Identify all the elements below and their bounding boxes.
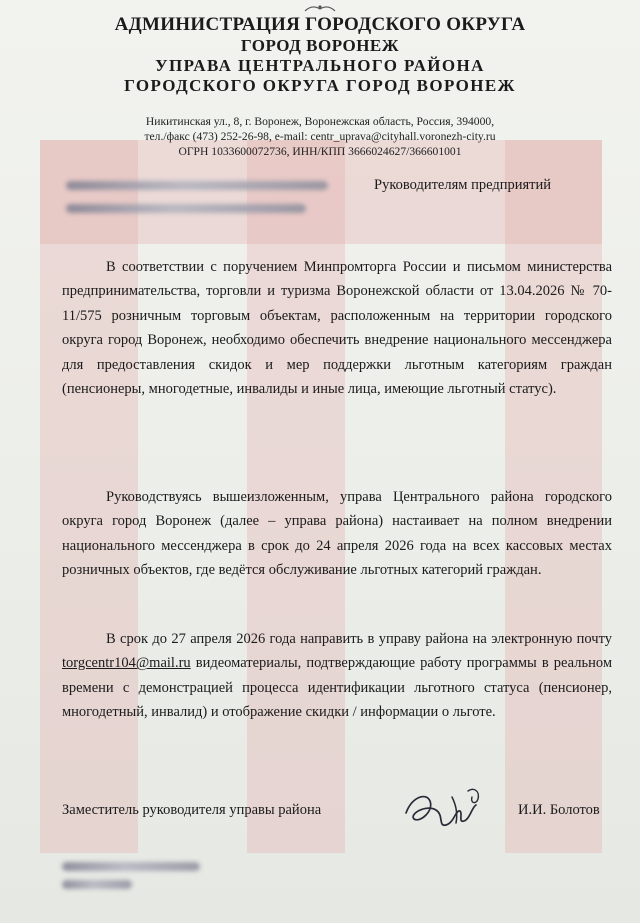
header-line-4: ГОРОДСКОГО ОКРУГА ГОРОД ВОРОНЕЖ (124, 76, 516, 95)
redacted-reference (66, 204, 306, 213)
coat-of-arms-icon (303, 3, 337, 13)
header-line-3: УПРАВА ЦЕНТРАЛЬНОГО РАЙОНА (155, 56, 485, 75)
redacted-date-number (66, 181, 328, 190)
paragraph-3-text (62, 627, 612, 725)
redacted-executor (62, 862, 200, 871)
signatory-title: Заместитель руководителя управы района (62, 802, 322, 818)
paragraph-1 (62, 255, 612, 401)
address-line-3: ОГРН 1033600072736, ИНН/КПП 3666024627/366601001 (178, 145, 462, 158)
header-line-2: ГОРОД ВОРОНЕЖ (240, 36, 400, 55)
paragraph-3-start: В срок до 27 апреля 2026 года направить в управу района на электронную почту (106, 631, 612, 647)
paragraph-3-end: видеоматериалы, подтверждающие работу программы в реальном времени с демонстрацией процесса идентификации льготного статуса (пенсионер, многодетный, инвалид) и отображение скидки / информации о льготе. (62, 655, 612, 721)
paragraph-2 (62, 485, 612, 583)
email-link[interactable]: torgcentr104@mail.ru (62, 655, 191, 672)
address-line-1: Никитинская ул., 8, г. Воронеж, Воронежская область, Россия, 394000, (145, 115, 495, 128)
header-line-1: АДМИНИСТРАЦИЯ ГОРОДСКОГО ОКРУГА (114, 14, 526, 35)
redacted-phone (62, 880, 132, 889)
signatory-name: И.И. Болотов (518, 802, 600, 818)
paragraph-2-text: Руководствуясь вышеизложенным, управа Центрального района городского округа город Воронеж (далее – управа района) настаивает на полном внедрении национального мессенджера в срок до 24 апреля 2026 года на всех кассовых местах розничных объектов, где ведётся обслуживание льготных категорий граждан. (62, 489, 612, 579)
recipient: Руководителям предприятий (374, 177, 551, 193)
address-line-2: тел./факс (473) 252-26-98, e-mail: centr_uprava@cityhall.voronezh-city.ru (144, 130, 496, 143)
paragraph-1-text: В соответствии с поручением Минпромторга России и письмом министерства предпринимательства, торговли и туризма Воронежской области от 13.04.2026 № 70-11/575 розничным торговым объектам, расположенным на территории городского округа город Воронеж, необходимо обеспечить внедрение национального мессенджера для предоставления скидок и мер поддержки льготным категориям граждан (пенсионеры, многодетные, инвалиды и иные лица, имеющие льготный статус). (62, 259, 612, 398)
paragraph-3 (62, 627, 612, 725)
handwritten-signature (400, 783, 492, 837)
